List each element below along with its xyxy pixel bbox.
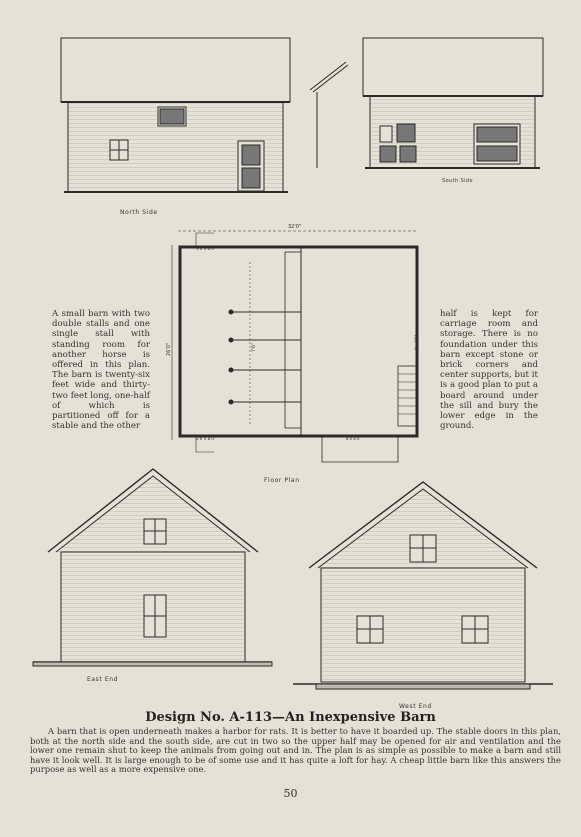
west-end-elevation [293,482,553,689]
north-side-elevation [61,38,290,192]
left-description: A small barn with two double stalls and one single stall with standing room for another horse is offered in this plan. The barn is twenty-six feet wide and thirty-two feet long, one-half of which is partitioned off for a stable and the other [52,309,150,432]
east-end-caption: East End [87,676,119,683]
west-end-caption: West End [399,703,432,710]
floor-plan [172,231,417,462]
dim-door-c: 8'x 8'0" [346,436,362,441]
north-side-caption: North Side [120,209,158,216]
right-description: half is kept for carriage room and storage. There is no foundation under this barn except stone or brick corners and center supports, but it is a good plan to put a board around under the sill and bury the lower edge in the ground. [440,309,538,432]
dim-stall: 7'6" [252,342,257,352]
east-end-elevation [33,469,272,666]
south-side-caption: South Side [442,178,473,184]
floor-plan-caption: Floor Plan [264,477,300,484]
dim-depth: 26'0" [166,342,172,356]
design-title: Design No. A-113—An Inexpensive Barn [145,710,436,725]
page-number: 50 [283,787,298,800]
dim-door-d: 8'x 8'0" [414,334,419,350]
dim-door-a: 3'6"x 8'0" [196,246,216,251]
dim-door-b: 3'6"x 8'0" [196,436,216,441]
body-text: A barn that is open underneath makes a harbor for rats. It is better to have it boarded up. The stable doors in this plan, both at the north side and the south side, are cut in two so the upper half may be opened for air and ventilation and the lower one remain shut to keep the animals from going out and in. The plan is as simple as possible to make a barn and still have it look well. It is large enough to be of some use and it has quite a loft for hay. A cheap little barn like this answers the purpose as well as a more expensive one. [30,726,561,775]
south-side-elevation [310,38,543,168]
dim-width: 32'0" [288,224,302,230]
